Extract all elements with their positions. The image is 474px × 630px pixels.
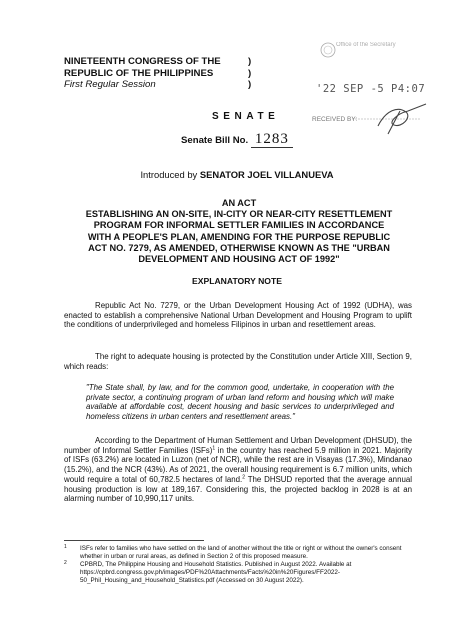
footnote-ref-2[interactable]: 2 xyxy=(242,474,246,481)
introduced-by xyxy=(0,169,474,180)
paragraph-2: The right to adequate housing is protected by the Constitution under Article XIII, Section 9, which reads: xyxy=(64,352,412,371)
paren-2: ) xyxy=(248,67,252,79)
congress-heading xyxy=(64,56,221,91)
footnote-2 xyxy=(64,561,412,585)
introduced-prefix: Introduced by xyxy=(140,169,198,180)
received-stamp xyxy=(302,40,452,140)
act-title xyxy=(64,198,414,265)
act-title-line: PROGRAM FOR INFORMAL SETTLER FAMILIES IN ACCORDANCE xyxy=(93,220,385,231)
act-title-line: AN ACT xyxy=(221,198,257,208)
congress-line-2: REPUBLIC OF THE PHILIPPINES xyxy=(64,67,214,79)
paragraph-3-part-a: According to the Department of Human Settlement and Urban Development (DHSUD), the number of Informal Settler Families (ISFs) xyxy=(64,436,412,455)
act-title-line: WITH A PEOPLE'S PLAN, AMENDING FOR THE PURPOSE REPUBLIC xyxy=(87,231,391,242)
stamp-office-text: Office of the Secretary xyxy=(336,42,396,48)
footnote-1-text: ISFs refer to families who have settled on the land of another without the title or right or without the owner's consent whether in urban or rural areas, as defined in Section 2 of this proposed measure. xyxy=(80,545,402,560)
act-title-line: DEVELOPMENT AND HOUSING ACT OF 1992" xyxy=(138,254,340,265)
footnote-divider xyxy=(64,540,204,541)
stamp-date: '22 SEP -5 P4:07 xyxy=(316,83,426,95)
act-title-line: ACT NO. 7279, AS AMENDED, OTHERWISE KNOWN AS THE "URBAN xyxy=(88,242,390,253)
explanatory-note-title: EXPLANATORY NOTE xyxy=(192,276,282,286)
paren-1: ) xyxy=(248,56,252,67)
session-label: First Regular Session xyxy=(64,79,156,90)
footnote-2-mark: 2 xyxy=(64,560,67,566)
paren-3: ) xyxy=(248,79,252,90)
act-title-line: ESTABLISHING AN ON-SITE, IN-CITY OR NEAR-CITY RESETTLEMENT xyxy=(85,209,393,220)
footnote-2-text: CPBRD, The Philippine Housing and Household Statistics. Published in August 2022. Available at https://cpbrd.congress.gov.ph/images/PDF%20Attachments/Facts%20in%20Figures/FF2022-50_Phil_Housing_and_Household_Statistics.pdf (Accessed on 30 August 2022). xyxy=(80,561,352,584)
paragraph-3-part-c: The DHSUD reported that the average annual housing production is low at 189,167. Considering this, the projected backlog in 2028 is at an alarming number of 10,990,117 units. xyxy=(64,474,412,504)
footnote-ref-1[interactable]: 1 xyxy=(212,445,216,452)
bill-label: Senate Bill No. xyxy=(181,135,249,146)
heading-parentheses xyxy=(248,56,251,91)
congress-line-1: NINETEENTH CONGRESS OF THE xyxy=(64,56,221,67)
bill-number: 1283 xyxy=(251,131,293,148)
footnote-1-mark: 1 xyxy=(64,544,67,550)
senator-name: SENATOR JOEL VILLANUEVA xyxy=(199,169,334,180)
constitution-quote: "The State shall, by law, and for the common good, undertake, in cooperation with the private sector, a continuing program of urban land reform and housing which will make available at affordable cost, decent housing and basic services to underprivileged and homeless citizens in urban centers and resettlement areas." xyxy=(86,383,394,422)
senate-label: SENATE xyxy=(212,111,280,122)
paragraph-1: Republic Act No. 7279, or the Urban Development Housing Act of 1992 (UDHA), was enacted to establish a comprehensive National Urban Development and Housing Program to uplift the conditions of underprivileged and homeless Filipinos in urban and resettlement areas. xyxy=(64,301,412,330)
stamp-received-label: RECEIVED BY: xyxy=(312,116,358,123)
paragraph-3 xyxy=(64,436,412,504)
paragraph-3-part-b: in the country has reached 5.9 million in 2021. Majority of ISFs (63.2%) are located in Luzon (net of NCR), while the rest are in Visayas (17.3%), Mindanao (15.2%), and the NCR (43%). As of 2021, the overall housing requirement is 6.7 million units, which would require a total of 60,782.5 hectares of land. xyxy=(64,445,412,484)
footnote-1 xyxy=(64,545,412,561)
bill-number-line xyxy=(181,131,293,148)
